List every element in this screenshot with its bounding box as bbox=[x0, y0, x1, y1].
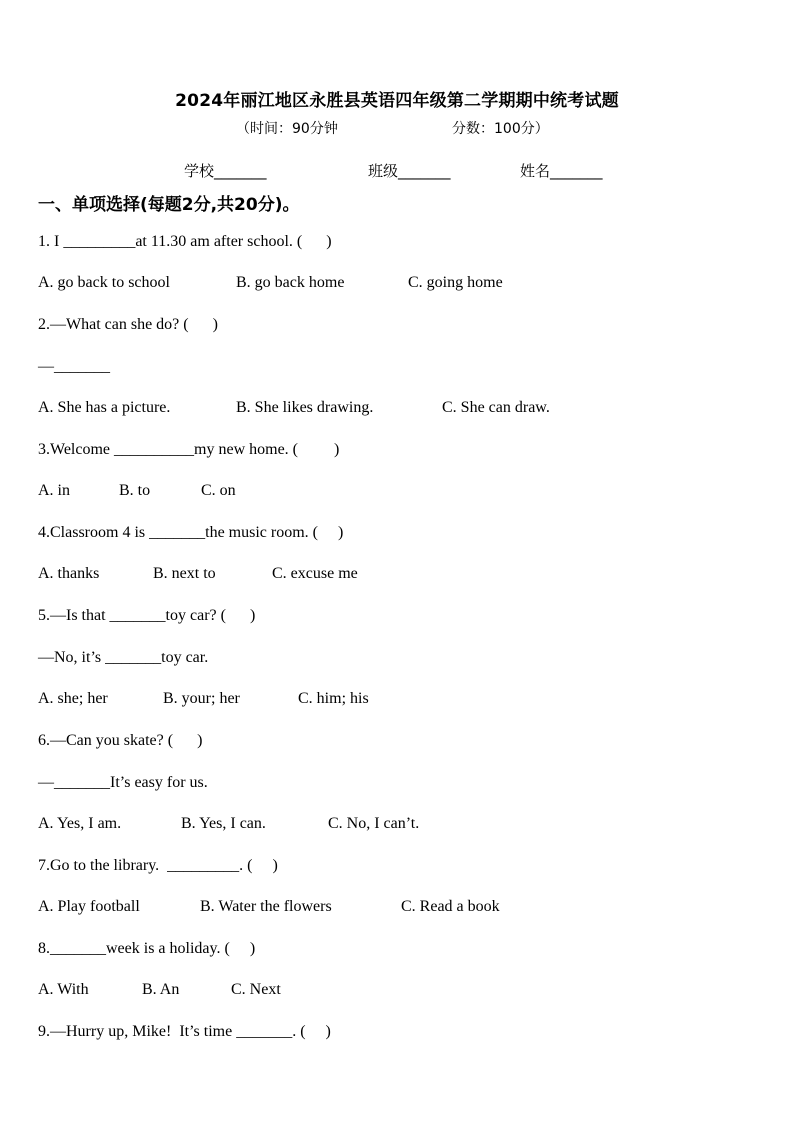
option-b: B. next to bbox=[153, 565, 216, 582]
question-5: 5.—Is that _______toy car? ( ) bbox=[38, 607, 256, 624]
class-field: 班级_______ bbox=[368, 162, 451, 180]
exam-title: 2024年丽江地区永胜县英语四年级第二学期期中统考试题 bbox=[175, 91, 619, 111]
option-a: A. thanks bbox=[38, 565, 100, 582]
question-4: 4.Classroom 4 is _______the music room. ( ) bbox=[38, 524, 344, 541]
option-c: C. She can draw. bbox=[442, 399, 550, 416]
option-c: C. him; his bbox=[298, 690, 369, 707]
option-a: A. She has a picture. bbox=[38, 399, 171, 416]
option-b: B. An bbox=[142, 981, 180, 998]
question-6: 6.—Can you skate? ( ) bbox=[38, 732, 203, 749]
question-5-reply: —No, it’s _______toy car. bbox=[38, 649, 209, 666]
option-b: B. She likes drawing. bbox=[236, 399, 374, 416]
question-2-answer-line: —_______ bbox=[38, 358, 110, 375]
question-3: 3.Welcome __________my new home. ( ) bbox=[38, 441, 340, 458]
question-2: 2.—What can she do? ( ) bbox=[38, 316, 218, 333]
question-6-reply: —_______It’s easy for us. bbox=[38, 774, 208, 791]
option-b: B. go back home bbox=[236, 274, 345, 291]
option-a: A. she; her bbox=[38, 690, 108, 707]
option-a: A. go back to school bbox=[38, 274, 170, 291]
option-a: A. Play football bbox=[38, 898, 140, 915]
option-a: A. in bbox=[38, 482, 70, 499]
option-c: C. Read a book bbox=[401, 898, 500, 915]
school-field: 学校_______ bbox=[184, 162, 267, 180]
question-8: 8._______week is a holiday. ( ) bbox=[38, 940, 256, 957]
question-9: 9.—Hurry up, Mike! It’s time _______. ( ) bbox=[38, 1023, 331, 1040]
name-field: 姓名_______ bbox=[520, 162, 603, 180]
option-b: B. Yes, I can. bbox=[181, 815, 266, 832]
option-c: C. going home bbox=[408, 274, 503, 291]
option-a: A. Yes, I am. bbox=[38, 815, 122, 832]
section-heading: 一、单项选择(每题2分,共20分)。 bbox=[38, 195, 300, 215]
option-b: B. your; her bbox=[163, 690, 240, 707]
question-1: 1. I _________at 11.30 am after school. ( ) bbox=[38, 233, 332, 250]
question-7: 7.Go to the library. _________. ( ) bbox=[38, 857, 278, 874]
option-c: C. Next bbox=[231, 981, 281, 998]
option-c: C. No, I can’t. bbox=[328, 815, 420, 832]
exam-time: （时间：90分钟 bbox=[236, 121, 338, 137]
option-b: B. Water the flowers bbox=[200, 898, 332, 915]
option-c: C. excuse me bbox=[272, 565, 358, 582]
option-a: A. With bbox=[38, 981, 89, 998]
option-b: B. to bbox=[119, 482, 151, 499]
option-c: C. on bbox=[201, 482, 236, 499]
exam-score: 分数：100分） bbox=[452, 121, 549, 137]
